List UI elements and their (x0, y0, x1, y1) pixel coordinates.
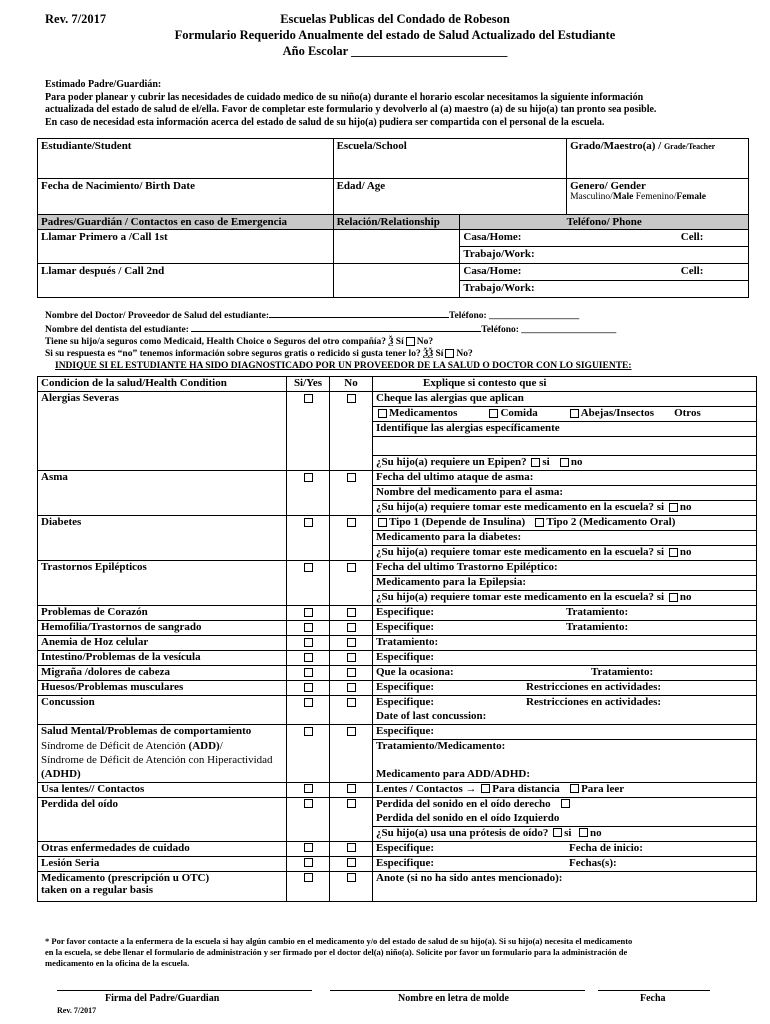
hearing-right-label: Perdida del sonido en el oído derecho (376, 797, 551, 810)
condition-adhd: (ADHD) (38, 768, 287, 783)
add-slash: / (219, 739, 223, 752)
add-label: Síndrome de Déficit de Atención (41, 739, 189, 752)
free-insurance-no-label: No? (456, 349, 473, 359)
sickle-no-checkbox[interactable] (330, 636, 373, 651)
intestine-no-checkbox[interactable] (330, 651, 373, 666)
diagnosis-instruction: INDIQUE SI EL ESTUDIANTE HA SIDO DIAGNOSTICADO POR UN PROVEEDOR DE LA SALUD O DOCTOR CON LO SIGUIENTE: (55, 361, 632, 371)
intestine-details[interactable] (373, 651, 757, 666)
condition-add (38, 740, 287, 754)
condition-epilepsy: Trastornos Epilépticos (38, 561, 287, 606)
district-title: Escuelas Publicas del Condado de Robeson (280, 12, 510, 26)
school-label: Escuela/School (336, 140, 407, 152)
allergy-food-label: Comida (500, 407, 538, 419)
lenses-reading-checkbox[interactable] (570, 784, 579, 793)
epilepsy-school-med-no-label: no (679, 591, 692, 603)
relationship-header: Relación/Relationship (333, 215, 460, 230)
lenses-distance-checkbox[interactable] (481, 784, 490, 793)
allergy-insects-label: Abejas/Insectos (580, 407, 655, 419)
hemophilia-yes-checkbox[interactable] (287, 621, 330, 636)
intro-paragraph-1: Para poder planear y cubrir las necesidades de cuidado medico de su niño(a) durante el horario escolar necesitamos la siguiente información (45, 91, 644, 103)
birthdate-label: Fecha de Nacimiento/ Birth Date (41, 180, 195, 192)
hearing-aid-yes-checkbox[interactable] (553, 828, 562, 837)
footnote-line-1: * Por favor contacte a la enfermera de la escuela si hay algún cambio en el medicamento y/o del estado de salud de su hijo(a). Si su hijo(a) necesita el medicamento (45, 936, 633, 946)
diabetes-yes-checkbox[interactable] (287, 516, 330, 561)
epilepsy-no-checkbox[interactable] (330, 561, 373, 606)
condition-concussion: Concussion (38, 696, 287, 725)
mental-specify[interactable]: Especifique: (373, 725, 757, 740)
condition-diabetes: Diabetes (38, 516, 287, 561)
free-insurance-question: Si su respuesta es “no” tenemos información sobre seguros gratis o redicido si gusta tener lo? ѮѮ Sí (45, 349, 444, 359)
hearing-no-checkbox[interactable] (330, 797, 373, 841)
condition-allergies: Alergias Severas (38, 392, 287, 471)
migraine-yes-checkbox[interactable] (287, 666, 330, 681)
condition-medication (38, 871, 287, 901)
epipen-no-checkbox[interactable] (560, 458, 569, 467)
heart-yes-checkbox[interactable] (287, 606, 330, 621)
printed-name-label: Nombre en letra de molde (398, 993, 509, 1004)
hearing-aid (373, 826, 757, 841)
work-1-field[interactable] (460, 247, 749, 264)
home-2-field[interactable] (460, 264, 749, 281)
lenses-distance-label: Para distancia (492, 782, 560, 795)
allergies-check-label: Cheque las alergias que aplican (373, 392, 757, 407)
heart-no-checkbox[interactable] (330, 606, 373, 621)
asthma-medication[interactable]: Nombre del medicamento para el asma: (373, 486, 757, 501)
gender-male: Male (612, 192, 634, 202)
mental-yes-checkbox[interactable] (287, 725, 330, 783)
grade-small-label: Grade/Teacher (663, 142, 716, 151)
intestine-specify-label: Especifique: (376, 651, 435, 663)
call-first-field[interactable] (38, 230, 334, 264)
cell-label: Cell: (680, 265, 704, 277)
condition-lenses: Usa lentes// Contactos (38, 782, 287, 797)
date-label: Fecha (640, 993, 666, 1004)
explain-header: Explique si contesto que si (373, 377, 757, 392)
condition-adhd-full: Síndrome de Déficit de Atención con Hiperactividad (38, 754, 287, 768)
lenses-details (373, 782, 757, 797)
doctor-phone-label: Teléfono: ___________________ (449, 311, 580, 321)
birthdate-field[interactable] (38, 179, 334, 215)
intro-text (45, 79, 757, 129)
hemophilia-specify-label: Especifique: (376, 621, 435, 633)
medication-no-checkbox[interactable] (330, 871, 373, 901)
dentist-phone-label: Teléfono: ____________________ (481, 325, 617, 335)
work-2-field[interactable] (460, 281, 749, 298)
gender-female: Female (676, 192, 706, 202)
call-second-label: Llamar después / Call 2nd (41, 265, 165, 277)
concussion-details[interactable] (373, 696, 757, 711)
dentist-input[interactable] (191, 322, 481, 332)
migraine-details[interactable] (373, 666, 757, 681)
asthma-last-attack[interactable]: Fecha del ultimo ataque de asma: (373, 471, 757, 486)
condition-header: Condicion de la salud/Health Condition (38, 377, 287, 392)
hearing-yes-checkbox[interactable] (287, 797, 330, 841)
hemophilia-details[interactable] (373, 621, 757, 636)
printed-name-line[interactable] (330, 990, 585, 991)
work-label: Trabajo/Work: (463, 248, 535, 260)
migraine-cause-label: Que la ocasiona: (376, 666, 454, 678)
relationship-2-field[interactable] (333, 264, 460, 298)
sickle-yes-checkbox[interactable] (287, 636, 330, 651)
doctor-input[interactable] (269, 308, 449, 318)
heart-specify-label: Especifique: (376, 606, 435, 618)
allergy-meds-checkbox[interactable] (378, 409, 387, 418)
sickle-details[interactable] (373, 636, 757, 651)
asthma-no-checkbox[interactable] (330, 471, 373, 516)
injury-dates-label: Fechas(s): (569, 856, 617, 869)
intro-paragraph-2: actualizada del estado de salud de el/ella. Favor de completar este formulario y devolverlo al (a) maestro (a) de su hijo(a) tan pronto sea posible. (45, 104, 657, 115)
hemophilia-no-checkbox[interactable] (330, 621, 373, 636)
diabetes-type1-checkbox[interactable] (378, 518, 387, 527)
condition-asthma: Asma (38, 471, 287, 516)
home-label: Casa/Home: (463, 231, 522, 243)
other-details[interactable] (373, 841, 757, 856)
hemophilia-treatment-label: Tratamiento: (566, 621, 629, 633)
diabetes-no-checkbox[interactable] (330, 516, 373, 561)
epipen-yes-label: si (542, 456, 550, 468)
concussion-date[interactable]: Date of last concussion: (373, 710, 757, 725)
other-specify-label: Especifique: (376, 841, 435, 854)
epipen-yes-checkbox[interactable] (531, 458, 540, 467)
call-second-field[interactable] (38, 264, 334, 298)
phone-header: Teléfono/ Phone (460, 215, 749, 230)
no-header: No (330, 377, 373, 392)
bones-no-checkbox[interactable] (330, 681, 373, 696)
concussion-yes-checkbox[interactable] (287, 696, 330, 725)
migraine-no-checkbox[interactable] (330, 666, 373, 681)
condition-bones: Huesos/Problemas musculares (38, 681, 287, 696)
diabetes-type2-checkbox[interactable] (535, 518, 544, 527)
diabetes-type1-label: Tipo 1 (Depende de Insulina) (389, 516, 526, 528)
condition-heart: Problemas de Corazón (38, 606, 287, 621)
school-field[interactable] (333, 139, 567, 179)
allergies-yes-checkbox[interactable] (287, 392, 330, 471)
insurance-no-checkbox[interactable] (406, 337, 415, 346)
hearing-right (373, 797, 757, 812)
dentist-label: Nombre del dentista del estudiante: (45, 325, 192, 335)
revision-label: Rev. 7/2017 (45, 12, 107, 26)
gender-male-es: Masculino/ (570, 192, 613, 202)
age-field[interactable] (333, 179, 567, 215)
injury-specify-label: Especifique: (376, 856, 435, 869)
allergy-identify: Identifique las alergias específicamente (373, 422, 757, 437)
asthma-school-med-no-checkbox[interactable] (669, 503, 678, 512)
epipen-label: ¿Su hijo(a) requiere un Epipen? (376, 456, 530, 468)
condition-hemophilia: Hemofilia/Trastornos de sangrado (38, 621, 287, 636)
condition-intestine: Intestino/Problemas de la vesícula (38, 651, 287, 666)
hearing-aid-no-checkbox[interactable] (579, 828, 588, 837)
epilepsy-medication[interactable]: Medicamento para la Epilepsia: (373, 576, 757, 591)
intestine-yes-checkbox[interactable] (287, 651, 330, 666)
greeting: Estimado Padre/Guardián: (45, 79, 162, 90)
bones-yes-checkbox[interactable] (287, 681, 330, 696)
epilepsy-school-med (373, 591, 757, 606)
medication-yes-checkbox[interactable] (287, 871, 330, 901)
hearing-aid-yes-label: si (564, 826, 572, 839)
injury-yes-checkbox[interactable] (287, 856, 330, 871)
condition-other: Otras enfermedades de cuidado (38, 841, 287, 856)
doctor-section (45, 308, 757, 372)
contacts-header: Padres/Guardián / Contactos en caso de Emergencia (38, 215, 334, 230)
age-label: Edad/ Age (336, 180, 386, 192)
insurance-question: Tiene su hijo/a seguros como Medicaid, Health Choice o Seguros del otro compañía? Ѯ Sí (45, 337, 404, 347)
free-insurance-no-checkbox[interactable] (445, 349, 454, 358)
gender-label: Genero/ Gender (570, 180, 646, 192)
epipen-question (373, 456, 757, 471)
heart-details[interactable] (373, 606, 757, 621)
home-1-field[interactable] (460, 230, 749, 247)
diabetes-school-med-no-checkbox[interactable] (669, 548, 678, 557)
injury-no-checkbox[interactable] (330, 856, 373, 871)
allergy-meds-label: Medicamentos (389, 407, 458, 419)
signature-line[interactable] (57, 990, 312, 991)
diabetes-type2-label: Tipo 2 (Medicamento Oral) (546, 516, 676, 528)
bones-specify-label: Especifique: (376, 681, 435, 693)
form-title: Formulario Requerido Anualmente del estado de Salud Actualizado del Estudiante (174, 28, 616, 42)
epilepsy-school-med-label: ¿Su hijo(a) requiere tomar este medicamento en la escuela? si (376, 591, 667, 603)
asthma-school-med-no-label: no (679, 501, 692, 513)
student-field[interactable] (38, 139, 334, 179)
work-label: Trabajo/Work: (463, 282, 535, 294)
hearing-right-checkbox[interactable] (561, 799, 570, 808)
signature-label: Firma del Padre/Guardian (105, 993, 220, 1004)
condition-injury: Lesión Seria (38, 856, 287, 871)
concussion-restrictions-label: Restricciones en actividades: (526, 696, 662, 708)
migraine-treatment-label: Tratamiento: (591, 666, 654, 678)
call-first-label: Llamar Primero a /Call 1st (41, 231, 168, 243)
insurance-no-label: No? (416, 337, 434, 347)
footnote-line-3: medicamento en la oficina de la escuela. (45, 958, 190, 968)
footnote-line-2: en la escuela, se debe llenar el formulario de administración y ser firmado por el doctor del(a) niño(a). Solicite por favor un formulario para la administración de (45, 947, 628, 957)
student-info-table (37, 138, 749, 298)
epilepsy-yes-checkbox[interactable] (287, 561, 330, 606)
sickle-treatment-label: Tratamiento: (376, 636, 439, 648)
gender-field[interactable] (567, 179, 749, 215)
other-start-label: Fecha de inicio: (569, 841, 643, 854)
medication-label: Medicamento (prescripción u OTC) (41, 871, 210, 884)
lenses-no-checkbox[interactable] (330, 782, 373, 797)
lenses-reading-label: Para leer (581, 782, 625, 795)
heart-treatment-label: Tratamiento: (566, 606, 629, 618)
diabetes-medication[interactable]: Medicamento para la diabetes: (373, 531, 757, 546)
grade-field[interactable] (567, 139, 749, 179)
footer-revision: Rev. 7/2017 (57, 1006, 97, 1015)
student-label: Estudiante/Student (41, 140, 132, 152)
allergy-identify-input[interactable] (373, 437, 757, 456)
bones-restrictions-label: Restricciones en actividades: (526, 681, 662, 693)
condition-sickle-cell: Anemia de Hoz celular (38, 636, 287, 651)
mental-add-medication[interactable]: Medicamento para ADD/ADHD: (373, 768, 757, 783)
yes-header: Si/Yes (287, 377, 330, 392)
asthma-school-med (373, 501, 757, 516)
diabetes-school-med-no-label: no (679, 546, 692, 558)
epipen-no-label: no (570, 456, 583, 468)
bones-details[interactable] (373, 681, 757, 696)
hearing-left: Perdida del sonido en el oído Izquierdo (373, 812, 757, 827)
gender-female-es: Femenino/ (633, 192, 677, 202)
hearing-aid-no-label: no (589, 826, 602, 839)
asthma-school-med-label: ¿Su hijo(a) requiere tomar este medicamento en la escuela? si (376, 501, 667, 513)
allergies-no-checkbox[interactable] (330, 392, 373, 471)
diabetes-school-med-label: ¿Su hijo(a) requiere tomar este medicamento en la escuela? si (376, 546, 667, 558)
grade-label: Grado/Maestro(a) / (570, 140, 664, 152)
allergy-types[interactable] (373, 407, 757, 422)
intro-paragraph-3: En caso de necesidad esta información acerca del estado de salud de su hijo(a) pudiera ser compartida con el personal de la escuela. (45, 116, 605, 128)
lenses-yes-checkbox[interactable] (287, 782, 330, 797)
allergy-insects-checkbox[interactable] (570, 409, 579, 418)
cell-label: Cell: (680, 231, 704, 243)
diabetes-school-med (373, 546, 757, 561)
date-line[interactable] (598, 990, 710, 991)
school-year: Año Escolar _________________________ (282, 44, 508, 58)
medication-label-2: taken on a regular basis (41, 883, 154, 896)
condition-migraine: Migraña /dolores de cabeza (38, 666, 287, 681)
footnote (45, 936, 757, 969)
diabetes-type (373, 516, 757, 531)
lenses-label: Lentes / Contactos → (376, 782, 480, 795)
hearing-aid-label: ¿Su hijo(a) usa una prótesis de oído? (376, 826, 552, 839)
mental-treatment[interactable]: Tratamiento/Medicamento: (373, 740, 757, 768)
condition-mental-health: Salud Mental/Problemas de comportamiento (38, 725, 287, 740)
other-no-checkbox[interactable] (330, 841, 373, 856)
asthma-yes-checkbox[interactable] (287, 471, 330, 516)
concussion-specify-label: Especifique: (376, 696, 435, 708)
conditions-table (37, 376, 757, 902)
allergy-other-label: Otros (674, 407, 701, 419)
medication-details[interactable]: Anote (si no ha sido antes mencionado): (373, 871, 757, 901)
relationship-1-field[interactable] (333, 230, 460, 264)
home-label: Casa/Home: (463, 265, 522, 277)
doctor-label: Nombre del Doctor/ Proveedor de Salud del estudiante: (45, 311, 270, 321)
condition-hearing: Perdida del oído (38, 797, 287, 841)
injury-details[interactable] (373, 856, 757, 871)
add-abbr: (ADD) (188, 739, 220, 752)
allergy-food-checkbox[interactable] (489, 409, 498, 418)
epilepsy-school-med-no-checkbox[interactable] (669, 593, 678, 602)
other-yes-checkbox[interactable] (287, 841, 330, 856)
concussion-no-checkbox[interactable] (330, 696, 373, 725)
epilepsy-last[interactable]: Fecha del ultimo Trastorno Epiléptico: (373, 561, 757, 576)
mental-no-checkbox[interactable] (330, 725, 373, 783)
